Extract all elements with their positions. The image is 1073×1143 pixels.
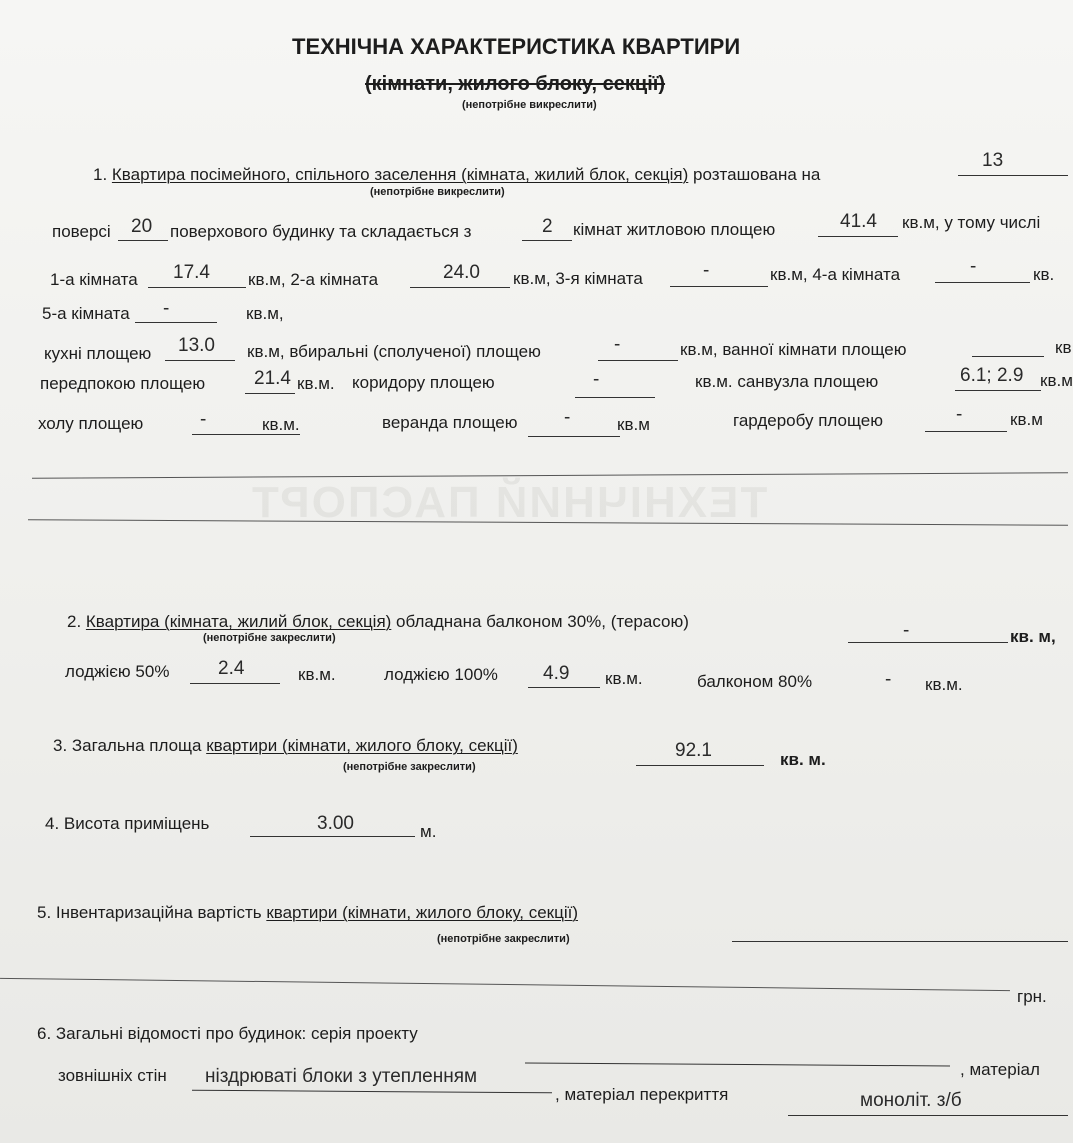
room5-value: - bbox=[163, 298, 170, 319]
floor-word: поверсі bbox=[52, 222, 111, 241]
walls-line bbox=[192, 1090, 552, 1094]
room2-label: кв.м, 2-а кімната bbox=[248, 270, 379, 289]
floor-line bbox=[958, 175, 1068, 176]
rooms-text: кімнат житловою площею bbox=[573, 220, 776, 239]
veranda-unit: кв.м bbox=[617, 415, 650, 434]
slab-value: моноліт. з/б bbox=[860, 1090, 962, 1111]
room5-line bbox=[135, 322, 217, 323]
loggia50-unit: кв.м. bbox=[298, 665, 336, 684]
hall-unit: кв.м. bbox=[297, 374, 335, 393]
terrace-unit: кв. м, bbox=[1010, 627, 1056, 646]
loggia100-label: лоджією 100% bbox=[384, 665, 498, 684]
s1-intro: 1. Квартира посімейного, спільного заселення (кімната, жилий блок, секція) розташована на bbox=[93, 165, 821, 184]
height-label: 4. Висота приміщень bbox=[45, 814, 210, 833]
bathroom-unit: кв.м bbox=[1040, 371, 1073, 390]
bleed-through-text: ТЕХНІЧНИЙ ПАСПОРТ bbox=[250, 478, 768, 527]
loggia50-line bbox=[190, 683, 280, 684]
loggia100-line bbox=[528, 687, 600, 688]
loggia100-value: 4.9 bbox=[543, 663, 570, 684]
room4-value: - bbox=[970, 256, 977, 277]
room1-value: 17.4 bbox=[173, 262, 210, 283]
hall-label: передпокою площею bbox=[40, 374, 206, 393]
walls-value: ніздрюваті блоки з утепленням bbox=[205, 1066, 478, 1087]
title-note: (непотрібне викреслити) bbox=[462, 99, 597, 111]
living-area-line bbox=[818, 236, 898, 237]
hall-line bbox=[245, 393, 295, 394]
toilet-label: кв.м, вбиральні (сполученої) площею bbox=[247, 342, 541, 361]
s3-note: (непотрібне закреслити) bbox=[343, 761, 476, 773]
rooms-count-value: 2 bbox=[542, 216, 553, 237]
veranda-line bbox=[528, 436, 620, 437]
height-line bbox=[250, 836, 415, 837]
room2-value: 24.0 bbox=[443, 262, 480, 283]
veranda-value: - bbox=[564, 407, 571, 428]
total-area-line bbox=[636, 765, 764, 766]
floor-value: 13 bbox=[982, 150, 1004, 171]
total-area-value: 92.1 bbox=[675, 740, 712, 761]
page-title: ТЕХНІЧНА ХАРАКТЕРИСТИКА КВАРТИРИ bbox=[292, 34, 741, 59]
corridor-value: - bbox=[593, 369, 600, 390]
corridor-line bbox=[575, 397, 655, 398]
s3-intro: 3. Загальна площа квартири (кімнати, жилого блоку, секції) bbox=[53, 736, 518, 755]
living-area-value: 41.4 bbox=[840, 211, 877, 232]
room4-unit: кв. bbox=[1033, 265, 1055, 284]
project-series-line bbox=[525, 1063, 950, 1067]
balcony80-unit: кв.м. bbox=[925, 675, 963, 694]
wardrobe-unit: кв.м bbox=[1010, 410, 1043, 429]
room5-unit: кв.м, bbox=[246, 304, 284, 323]
building-text: поверхового будинку та складається з bbox=[170, 222, 472, 241]
room3-line bbox=[670, 286, 768, 287]
loggia50-value: 2.4 bbox=[218, 658, 245, 679]
bathroom-label: кв.м. санвузла площею bbox=[695, 372, 879, 391]
corridor-label: коридору площею bbox=[352, 373, 495, 392]
height-value: 3.00 bbox=[317, 813, 354, 834]
s6-intro: 6. Загальні відомості про будинок: серія проекту bbox=[37, 1024, 418, 1043]
s5-intro: 5. Інвентаризаційна вартість квартири (кімнати, жилого блоку, секції) bbox=[37, 903, 578, 922]
room5-label: 5-а кімната bbox=[42, 304, 130, 323]
lobby-label: холу площею bbox=[38, 414, 144, 433]
page-subtitle: (кімнати, жилого блоку, секції) bbox=[365, 73, 666, 95]
balcony80-value: - bbox=[885, 669, 892, 690]
room3-label: кв.м, 3-я кімната bbox=[513, 269, 643, 288]
bath-line bbox=[972, 356, 1044, 357]
wardrobe-value: - bbox=[956, 404, 963, 425]
bath-unit-edge: кв bbox=[1055, 338, 1072, 357]
slab-line bbox=[788, 1115, 1068, 1116]
loggia50-label: лоджією 50% bbox=[65, 662, 170, 681]
room1-label: 1-а кімната bbox=[50, 270, 138, 289]
terrace-line bbox=[848, 642, 1008, 643]
rooms-count-line bbox=[522, 240, 572, 241]
balcony80-label: балконом 80% bbox=[697, 672, 813, 691]
lobby-unit: кв.м. bbox=[262, 415, 300, 434]
height-unit: м. bbox=[420, 822, 437, 841]
room4-label: кв.м, 4-а кімната bbox=[770, 265, 901, 284]
s2-note: (непотрібне закреслити) bbox=[203, 632, 336, 644]
wardrobe-line bbox=[925, 431, 1007, 432]
value-line-2 bbox=[0, 978, 1010, 991]
s2-intro: 2. Квартира (кімната, жилий блок, секція) обладнана балконом 30%, (терасою) bbox=[67, 612, 689, 631]
s5-note: (непотрібне закреслити) bbox=[437, 933, 570, 945]
walls-label: зовнішніх стін bbox=[58, 1066, 167, 1085]
slab-label: , матеріал перекриття bbox=[555, 1085, 729, 1104]
currency-label: грн. bbox=[1017, 987, 1047, 1006]
wardrobe-label: гардеробу площею bbox=[733, 411, 883, 430]
veranda-label: веранда площею bbox=[382, 413, 518, 432]
floors-total-line bbox=[118, 240, 168, 241]
bathroom-line bbox=[955, 390, 1041, 391]
room4-line bbox=[935, 282, 1030, 283]
kitchen-label: кухні площею bbox=[44, 344, 152, 363]
wall-material-label: , матеріал bbox=[960, 1060, 1040, 1079]
kitchen-line bbox=[165, 360, 235, 361]
kitchen-value: 13.0 bbox=[178, 335, 215, 356]
unit-tail: кв.м, у тому числі bbox=[902, 213, 1041, 232]
room1-line bbox=[148, 287, 246, 288]
terrace-value: - bbox=[903, 620, 910, 641]
value-line-1 bbox=[732, 941, 1068, 942]
total-area-unit: кв. м. bbox=[780, 750, 826, 769]
floors-total-value: 20 bbox=[131, 216, 153, 237]
loggia100-unit: кв.м. bbox=[605, 669, 643, 688]
bathroom-value: 6.1; 2.9 bbox=[960, 365, 1024, 386]
bath-label: кв.м, ванної кімнати площею bbox=[680, 340, 907, 359]
room3-value: - bbox=[703, 260, 710, 281]
room2-line bbox=[410, 287, 510, 288]
toilet-line bbox=[598, 360, 678, 361]
toilet-value: - bbox=[614, 334, 621, 355]
s1-note: (непотрібне викреслити) bbox=[370, 186, 505, 198]
lobby-value: - bbox=[200, 409, 207, 430]
hall-value: 21.4 bbox=[254, 368, 291, 389]
